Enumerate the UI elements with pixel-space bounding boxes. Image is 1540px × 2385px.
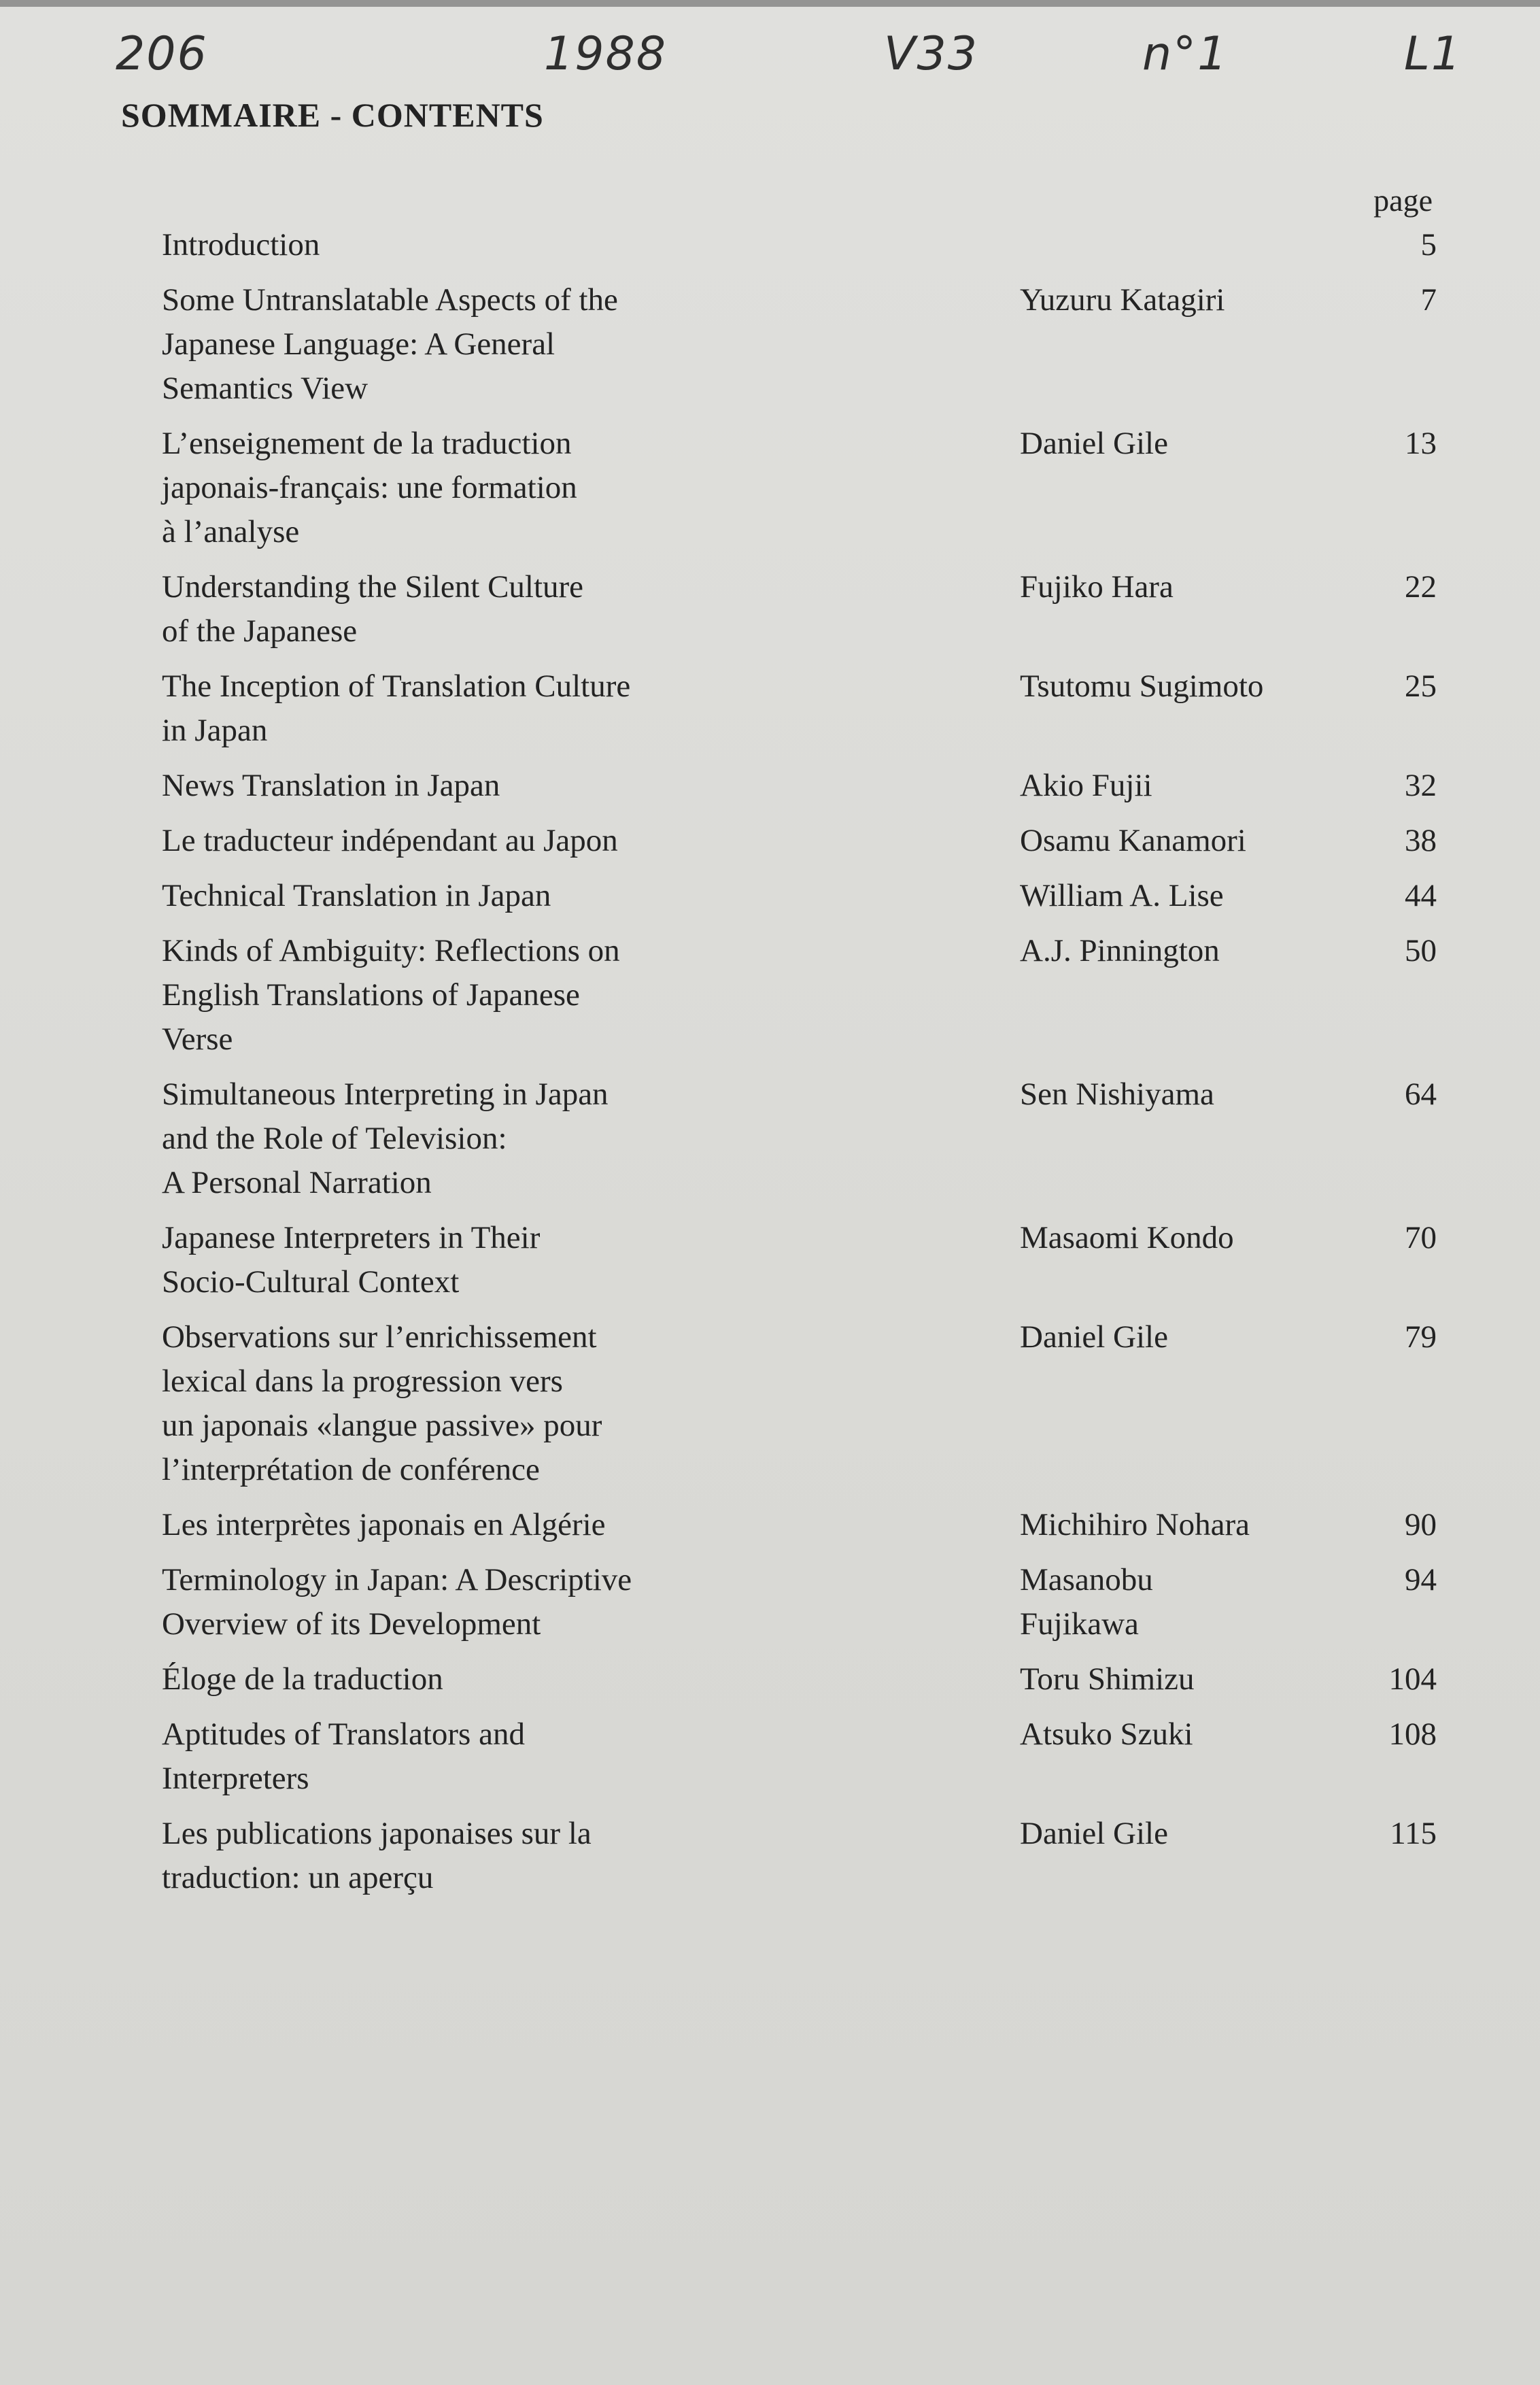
toc-entry — [162, 1812, 1437, 1900]
toc-entry-title-line: Socio-Cultural Context — [162, 1264, 460, 1300]
toc-entry-author — [1020, 565, 1326, 609]
toc-entry-author-line: Sen Nishiyama — [1020, 1077, 1214, 1112]
toc-entry-author-line: Michihiro Nohara — [1020, 1507, 1250, 1542]
toc-entry-title-line: Observations sur l’enrichissement — [162, 1319, 597, 1355]
toc-entry-title-line: japonais-français: une formation — [162, 470, 577, 505]
toc-entry-title-line: Éloge de la traduction — [162, 1661, 443, 1697]
toc-entry-author — [1020, 1657, 1326, 1702]
toc-entry-title — [162, 1315, 802, 1492]
toc-entry-page-number: 13 — [1405, 426, 1437, 461]
toc-entry-author — [1020, 1315, 1326, 1359]
handwritten-note: 1988 — [544, 27, 668, 81]
toc-entry-page-number: 79 — [1405, 1319, 1437, 1355]
toc-entry-title-line: traduction: un aperçu — [162, 1860, 434, 1895]
toc-entry-page-number: 7 — [1420, 282, 1437, 318]
toc-entry — [162, 664, 1437, 753]
toc-entry-title — [162, 929, 802, 1062]
toc-entry-author — [1020, 422, 1326, 466]
toc-entry — [162, 764, 1437, 808]
toc-entry-author — [1020, 1503, 1326, 1547]
toc-entry-title — [162, 1657, 802, 1702]
toc-entry-page-number: 108 — [1388, 1716, 1437, 1752]
handwritten-note: n°1 — [1142, 27, 1229, 81]
toc-entry-page-number: 70 — [1405, 1220, 1437, 1255]
toc-entry-author — [1020, 1812, 1326, 1856]
toc-entry-title-line: l’interprétation de conférence — [162, 1452, 540, 1487]
toc-entry-title-line: à l’analyse — [162, 514, 300, 549]
handwritten-note: 206 — [116, 27, 208, 81]
page-top-edge — [0, 0, 1540, 7]
toc-entry-author-line: William A. Lise — [1020, 878, 1224, 913]
toc-entry-title-line: Les publications japonaises sur la — [162, 1816, 592, 1851]
toc-entry-page-number: 90 — [1405, 1507, 1437, 1542]
toc-entry-page-number: 22 — [1405, 569, 1437, 605]
toc-entry-page-number: 38 — [1405, 823, 1437, 858]
toc-entry-title — [162, 874, 802, 918]
toc-entry-title-line: Understanding the Silent Culture — [162, 569, 584, 605]
toc-entry-title-line: Introduction — [162, 227, 320, 263]
toc-entry-author — [1020, 929, 1326, 973]
toc-entry-title — [162, 1558, 802, 1646]
toc-entry-author-line: Daniel Gile — [1020, 1319, 1168, 1355]
toc-entry-title-line: un japonais «langue passive» pour — [162, 1408, 602, 1443]
toc-entry-title-line: and the Role of Television: — [162, 1121, 507, 1156]
toc-entry — [162, 1503, 1437, 1547]
toc-entry-title-line: lexical dans la progression vers — [162, 1364, 563, 1399]
toc-entry — [162, 278, 1437, 411]
toc-entry-author-line: A.J. Pinnington — [1020, 933, 1220, 968]
toc-entry-author-line: Tsutomu Sugimoto — [1020, 669, 1264, 704]
toc-entry-author-line: Fujikawa — [1020, 1606, 1139, 1642]
toc-entry-title — [162, 1712, 802, 1801]
toc-entry-page-number: 44 — [1405, 878, 1437, 913]
toc-entry — [162, 1216, 1437, 1304]
toc-entry-title-line: Simultaneous Interpreting in Japan — [162, 1077, 609, 1112]
toc-entry-title-line: Aptitudes of Translators and — [162, 1716, 525, 1752]
toc-entry-author-line: Masaomi Kondo — [1020, 1220, 1234, 1255]
handwritten-note: V33 — [884, 27, 979, 81]
toc-entry-title — [162, 278, 802, 411]
toc-entry-page-number: 5 — [1420, 227, 1437, 263]
toc-entry-page-number: 115 — [1390, 1816, 1437, 1851]
toc-entry-title-line: in Japan — [162, 713, 268, 748]
toc-entry — [162, 223, 1437, 267]
toc-entry-title — [162, 422, 802, 554]
toc-entry-title-line: L’enseignement de la traduction — [162, 426, 572, 461]
toc-entry — [162, 1558, 1437, 1646]
toc-entry-author-line: Akio Fujii — [1020, 768, 1152, 803]
toc-entry-title-line: Overview of its Development — [162, 1606, 541, 1642]
toc-entry-author-line: Fujiko Hara — [1020, 569, 1174, 605]
toc-entry — [162, 874, 1437, 918]
toc-entry-title-line: Japanese Language: A General — [162, 326, 555, 362]
toc-entry — [162, 1315, 1437, 1492]
toc-entry-title-line: Kinds of Ambiguity: Reflections on — [162, 933, 620, 968]
toc-entry-page-number: 50 — [1405, 933, 1437, 968]
toc-entry-title — [162, 565, 802, 654]
toc-entry-title-line: Interpreters — [162, 1761, 309, 1796]
toc-entry-title-line: Semantics View — [162, 371, 369, 406]
toc-entry-author — [1020, 1712, 1326, 1757]
page-column-label: page — [1373, 183, 1433, 218]
handwritten-note: L1 — [1404, 27, 1462, 81]
toc-entry-page-number: 25 — [1405, 669, 1437, 704]
toc-entry — [162, 1657, 1437, 1702]
toc-entry-author — [1020, 819, 1326, 863]
toc-entry-title-line: Terminology in Japan: A Descriptive — [162, 1562, 632, 1597]
toc-entry-title-line: News Translation in Japan — [162, 768, 500, 803]
toc-entry-title-line: Japanese Interpreters in Their — [162, 1220, 541, 1255]
toc-entry-title-line: Les interprètes japonais en Algérie — [162, 1507, 606, 1542]
toc-entry-page-number: 64 — [1405, 1077, 1437, 1112]
toc-entry-author — [1020, 1558, 1326, 1646]
toc-entry-title-line: of the Japanese — [162, 613, 358, 649]
toc-entry-title — [162, 664, 802, 753]
toc-entry — [162, 1712, 1437, 1801]
toc-entry-page-number: 104 — [1388, 1661, 1437, 1697]
toc-entry-author — [1020, 764, 1326, 808]
toc-entry-title — [162, 1216, 802, 1304]
toc-entry — [162, 819, 1437, 863]
toc-entry-author — [1020, 278, 1326, 322]
toc-entry-title-line: Technical Translation in Japan — [162, 878, 551, 913]
toc-entry-title-line: A Personal Narration — [162, 1165, 432, 1200]
toc-entry-page-number: 32 — [1405, 768, 1437, 803]
toc-entry-title-line: Verse — [162, 1021, 233, 1057]
toc-entry-title — [162, 764, 802, 808]
toc-entry-title — [162, 223, 802, 267]
toc-entry-author — [1020, 1072, 1326, 1117]
toc-entry-title — [162, 819, 802, 863]
toc-entry-title-line: The Inception of Translation Culture — [162, 669, 631, 704]
toc-entry-author — [1020, 874, 1326, 918]
toc-entry-author-line: Toru Shimizu — [1020, 1661, 1195, 1697]
toc-entry-page-number: 94 — [1405, 1562, 1437, 1597]
toc-entry-author-line: Masanobu — [1020, 1562, 1153, 1597]
toc-entry-author — [1020, 1216, 1326, 1260]
toc-entry-title-line: Le traducteur indépendant au Japon — [162, 823, 618, 858]
page-title: SOMMAIRE - CONTENTS — [121, 96, 544, 134]
toc-entry — [162, 565, 1437, 654]
toc-entry-title — [162, 1503, 802, 1547]
toc-entry — [162, 1072, 1437, 1205]
toc-entry-author-line: Daniel Gile — [1020, 426, 1168, 461]
toc-entry-author — [1020, 664, 1326, 709]
toc-entry-title-line: Some Untranslatable Aspects of the — [162, 282, 618, 318]
toc-entry-title — [162, 1812, 802, 1900]
toc-entry-title-line: English Translations of Japanese — [162, 977, 580, 1013]
toc-entry-title — [162, 1072, 802, 1205]
toc-entry-author-line: Osamu Kanamori — [1020, 823, 1246, 858]
table-of-contents — [162, 223, 1437, 1911]
toc-entry-author-line: Atsuko Szuki — [1020, 1716, 1193, 1752]
toc-entry — [162, 422, 1437, 554]
toc-entry-author-line: Daniel Gile — [1020, 1816, 1168, 1851]
toc-entry — [162, 929, 1437, 1062]
toc-entry-author-line: Yuzuru Katagiri — [1020, 282, 1225, 318]
